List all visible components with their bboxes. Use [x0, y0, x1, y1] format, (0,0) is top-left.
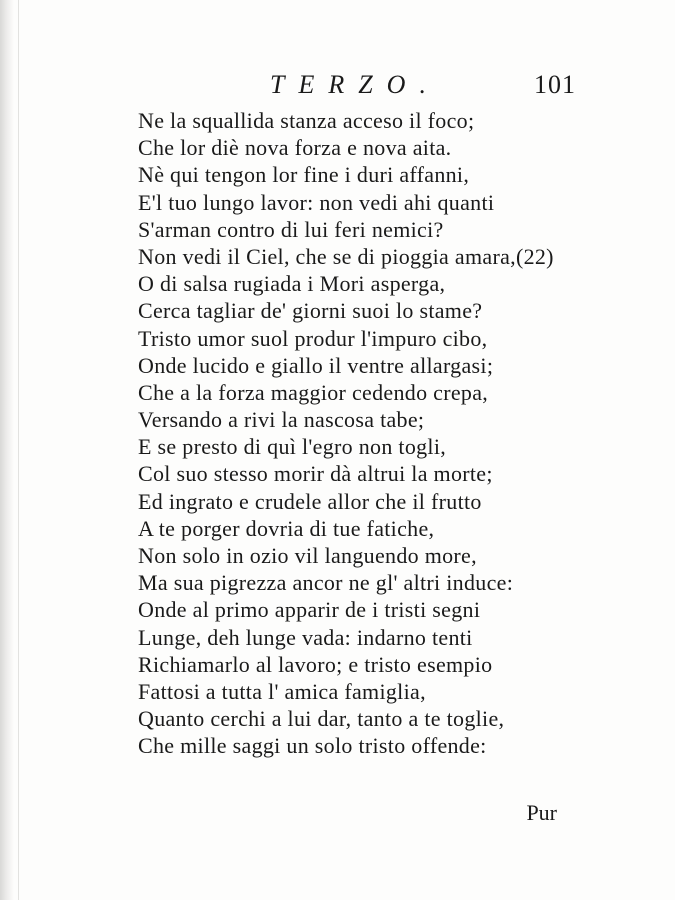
verse-line: Cerca tagliar de' giorni suoi lo stame? [138, 298, 483, 324]
running-head [140, 70, 576, 104]
page-number: 101 [534, 70, 576, 99]
verse-line: Onde al primo apparir de i tristi segni [138, 597, 481, 623]
verse-line: Ne la squallida stanza acceso il foco; [138, 108, 475, 133]
verse-line: Tristo umor suol produr l'impuro cibo, [138, 325, 488, 351]
verse-line: O di salsa rugiada i Mori asperga, [138, 271, 446, 297]
verse-line: Non vedi il Ciel, che se di pioggia amara,(22) [138, 243, 554, 269]
verse-line: E se presto di quì l'egro non togli, [138, 434, 447, 460]
verse-line: Che mille saggi un solo tristo offende: [138, 733, 487, 759]
verse-line: Fattosi a tutta l' amica famiglia, [138, 678, 426, 704]
verse-line: Che lor diè nova forza e nova aita. [138, 135, 452, 161]
verse-line: A te porger dovria di tue fatiche, [138, 515, 435, 541]
binding-shadow [0, 0, 14, 900]
verse-line: Quanto cerchi a lui dar, tanto a te toglie, [138, 706, 505, 732]
catchword: Pur [526, 800, 557, 825]
running-title: TERZO. [270, 70, 440, 99]
verse-block [138, 107, 598, 760]
verse-line: S'arman contro di lui feri nemici? [138, 216, 444, 242]
verse-line: Versando a rivi la nascosa tabe; [138, 407, 425, 433]
verse-line: Ma sua pigrezza ancor ne gl' altri induce: [138, 570, 514, 596]
verse-line: E'l tuo lungo lavor: non vedi ahi quanti [138, 189, 495, 215]
verse-line: Lunge, deh lunge vada: indarno tenti [138, 624, 473, 650]
verse-line: Ed ingrato e crudele allor che il frutto [138, 488, 482, 514]
verse-line: Nè qui tengon lor fine i duri affanni, [138, 162, 470, 188]
verse-line: Non solo in ozio vil languendo more, [138, 543, 477, 568]
verse-line: Richiamarlo al lavoro; e tristo esempio [138, 651, 493, 677]
verse-line: Onde lucido e giallo il ventre allargasi; [138, 352, 494, 378]
binding-edge [18, 0, 19, 900]
verse-line: Che a la forza maggior cedendo crepa, [138, 379, 489, 405]
verse-line: Col suo stesso morir dà altrui la morte; [138, 461, 493, 487]
